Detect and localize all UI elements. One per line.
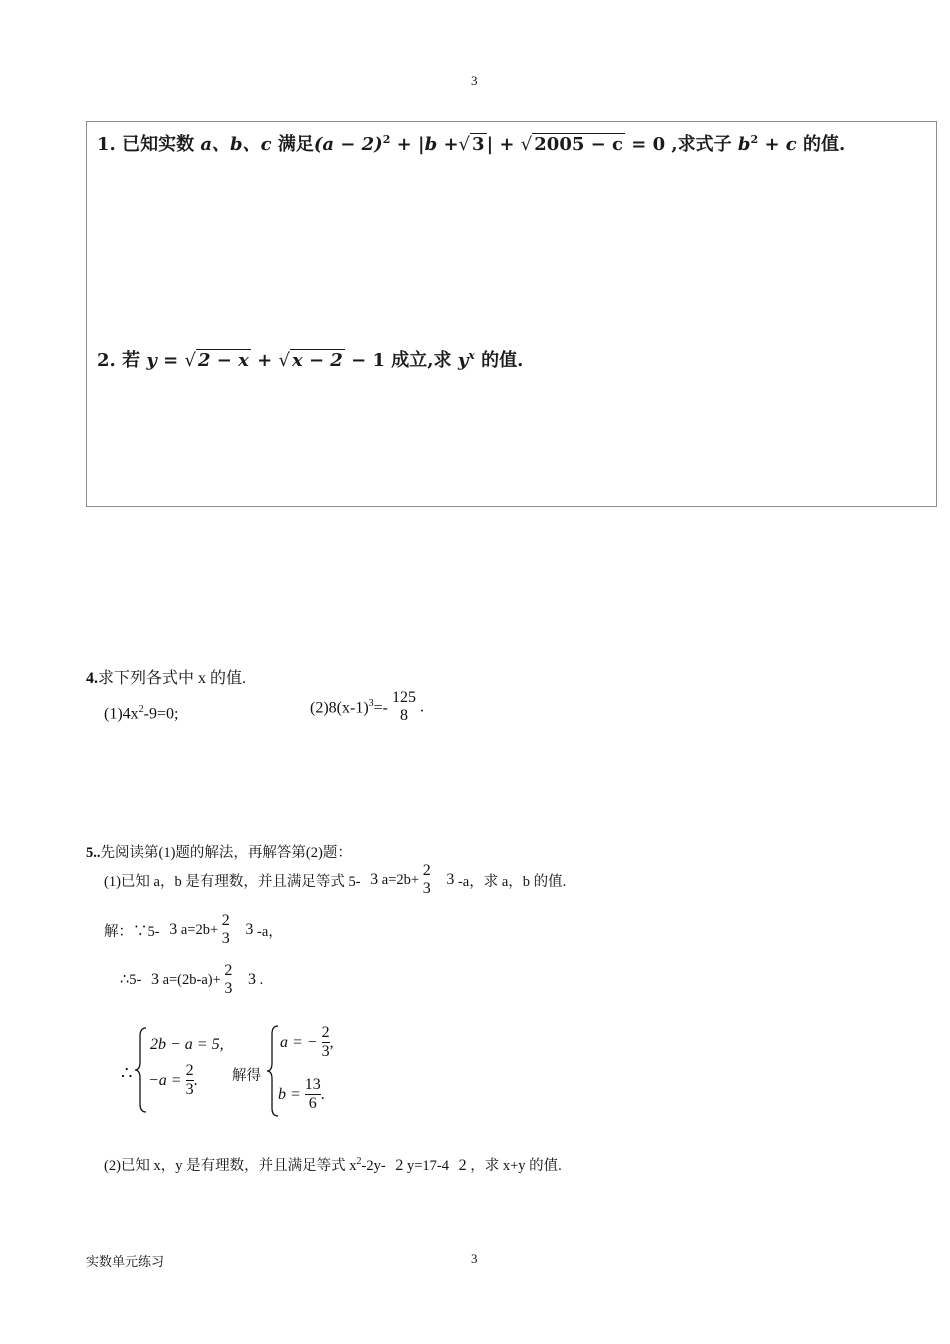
q2-text-b: 成立,求 — [391, 350, 452, 371]
q2-rad1: 2 − x — [197, 350, 249, 371]
q5-sys1-row2-a: −a = — [148, 1071, 182, 1089]
footer-title: 实数单元练习 — [86, 1254, 165, 1269]
q1-text-a: 已知实数 — [122, 134, 195, 155]
q5-sys2-row1-a: a = − — [280, 1033, 318, 1051]
q5-l1-radicand2: 3 — [446, 871, 455, 889]
q5-sys2-row2-end: . — [320, 1085, 325, 1103]
q5-l1-c: -a，求 a，b 的值. — [457, 873, 567, 890]
q5-l3-radicand: 3 — [150, 971, 159, 989]
page-number-bottom: 3 — [471, 1251, 478, 1266]
q4-title-text: 求下列各式中 x 的值. — [98, 670, 247, 687]
q5-sys2-row2-den: 6 — [305, 1094, 321, 1113]
q1-sqrt-sign2: √ — [520, 134, 533, 155]
q1-b2: b — [737, 134, 751, 155]
q5-sys1-den: 3 — [185, 1081, 194, 1099]
q4-p1-b: -9=0; — [143, 705, 179, 723]
q1-abs-close: | — [486, 134, 494, 155]
q5-sys2-row1-den: 3 — [321, 1043, 330, 1061]
q1-eq0: = 0 , — [631, 134, 678, 155]
q5-number: 5.. — [86, 845, 101, 861]
q1-number: 1. — [97, 134, 116, 155]
q1-sqrt3: 3 — [472, 134, 485, 155]
q4-p2-end: . — [420, 698, 424, 716]
q5-l2-b: a=2b+ — [180, 921, 219, 938]
q4-number: 4. — [86, 670, 98, 687]
q5-l1-den: 3 — [422, 880, 431, 898]
q5-title-text: 先阅读第(1)题的解法，再解答第(2)题： — [100, 845, 352, 861]
q2-sqrt-sign2: √ — [278, 350, 290, 371]
q2-y-eq: y = — [146, 350, 179, 371]
q1-text-d: 的值. — [803, 134, 846, 155]
q5-sys1-row2 — [148, 1062, 198, 1100]
q5-l2-a: 解：∵5- — [104, 923, 160, 940]
q5-sys2-row1-end: , — [329, 1033, 334, 1051]
q5-sys2-row1-fraction — [322, 1024, 330, 1062]
question-1 — [97, 130, 845, 156]
question-2 — [97, 346, 523, 372]
q4-p1-a: (1)4x — [104, 705, 139, 723]
q4-p2-fraction — [392, 689, 416, 726]
page-number-top: 3 — [471, 73, 478, 88]
q5-sys2-row2-fraction — [305, 1076, 321, 1114]
q5-line1 — [104, 862, 566, 899]
q1-sup2b: 2 — [750, 133, 759, 146]
q5-line4 — [104, 1154, 562, 1175]
q2-y-base: y — [457, 350, 469, 371]
q5-l2-radicand: 3 — [169, 921, 178, 939]
q1-expr1: (a − 2) — [313, 134, 383, 155]
q5-l4-radicand: 2 — [395, 1157, 404, 1174]
q2-rad2: x − 2 — [291, 350, 343, 371]
q5-l3-num: 2 — [224, 962, 233, 979]
q2-plus: + — [257, 350, 273, 371]
q5-l2-fraction — [222, 912, 230, 949]
q5-l4-b: -2y- — [361, 1158, 386, 1174]
q2-y-exp: x — [468, 349, 475, 362]
q1-text-b: 满足 — [277, 134, 314, 155]
q1-text-c: 求式子 — [677, 134, 732, 155]
q5-sys1-row1: 2b − a = 5, — [150, 1036, 224, 1053]
q5-sys2-row1 — [280, 1024, 334, 1062]
q1-plus3: + — [499, 134, 515, 155]
q5-line3 — [120, 962, 263, 999]
q2-text-c: 的值. — [481, 350, 524, 371]
q4-p2-sup: 3 — [368, 697, 374, 709]
q5-l3-fraction — [224, 962, 232, 999]
q4-p2-b: =- — [373, 699, 388, 717]
q4-title — [86, 665, 246, 688]
q4-part1 — [104, 704, 178, 723]
q5-l2-num: 2 — [221, 912, 230, 929]
q5-l1-fraction — [423, 862, 431, 899]
q4-p2-den: 8 — [400, 707, 408, 725]
q5-sys2-row2-a: b = — [278, 1085, 301, 1103]
q1-vars: a、b、c — [200, 134, 272, 155]
q5-solve-label: 解得 — [232, 1068, 261, 1084]
q5-title — [86, 841, 352, 862]
q5-l4-a: (2)已知 x，y 是有理数，并且满足等式 x — [104, 1158, 357, 1174]
q5-l1-a: (1)已知 a，b 是有理数，并且满足等式 5- — [104, 873, 361, 890]
q5-therefore: ∴ — [121, 1063, 133, 1083]
q5-l3-radicand2: 3 — [248, 971, 257, 989]
q5-l3-den: 3 — [224, 980, 233, 998]
q2-number: 2. — [97, 350, 116, 371]
q5-sys2-row2-num: 13 — [304, 1076, 321, 1093]
q5-l2-den: 3 — [221, 930, 230, 948]
q5-l1-num: 2 — [422, 862, 431, 879]
q4-p1-sup: 2 — [138, 704, 144, 715]
q2-minus1: − 1 — [351, 350, 385, 371]
q4-p2-a: (2)8(x-1) — [310, 699, 369, 717]
q1-b: b — [424, 134, 438, 155]
q5-l3-a: ∴5- — [120, 971, 142, 988]
q5-sys1-row2-end: . — [193, 1071, 198, 1089]
q5-sys2-row2 — [278, 1076, 325, 1114]
q1-plus1: + — [396, 134, 412, 155]
q1-plus2: + — [443, 134, 459, 155]
q1-plus-c: + c — [764, 134, 797, 155]
q2-sqrt-sign: √ — [184, 350, 196, 371]
q5-system1-brace — [134, 1026, 148, 1114]
q1-sqrt-sign: √ — [458, 134, 471, 155]
q1-rad2005: 2005 − c — [534, 134, 623, 155]
q5-l1-radicand: 3 — [370, 871, 379, 889]
q2-text-a: 若 — [122, 350, 141, 371]
q4-p2-num: 125 — [392, 689, 416, 706]
q5-l4-radicand2: 2 — [458, 1157, 467, 1174]
q5-sys2-row1-num: 2 — [321, 1024, 330, 1041]
q5-l3-c: . — [259, 971, 264, 988]
q5-l4-c: y=17-4 — [406, 1158, 449, 1174]
q5-sys1-num: 2 — [185, 1062, 194, 1079]
q1-abs-open: | — [418, 134, 425, 155]
q5-l1-b: a=2b+ — [381, 871, 420, 888]
q5-line2 — [104, 912, 283, 949]
q5-sys1-row2-fraction — [186, 1062, 194, 1100]
q5-l2-c: -a， — [257, 923, 283, 940]
q5-l4-sup: 2 — [356, 1156, 362, 1168]
q5-l3-b: a=(2b-a)+ — [162, 971, 221, 988]
q5-l2-radicand2: 3 — [245, 921, 254, 939]
question-box — [86, 121, 937, 507]
q1-sup2: 2 — [382, 133, 391, 146]
q5-l4-d: ，求 x+y 的值. — [470, 1158, 562, 1174]
q4-part2 — [310, 689, 424, 726]
q4-p2-lhs — [310, 698, 388, 717]
